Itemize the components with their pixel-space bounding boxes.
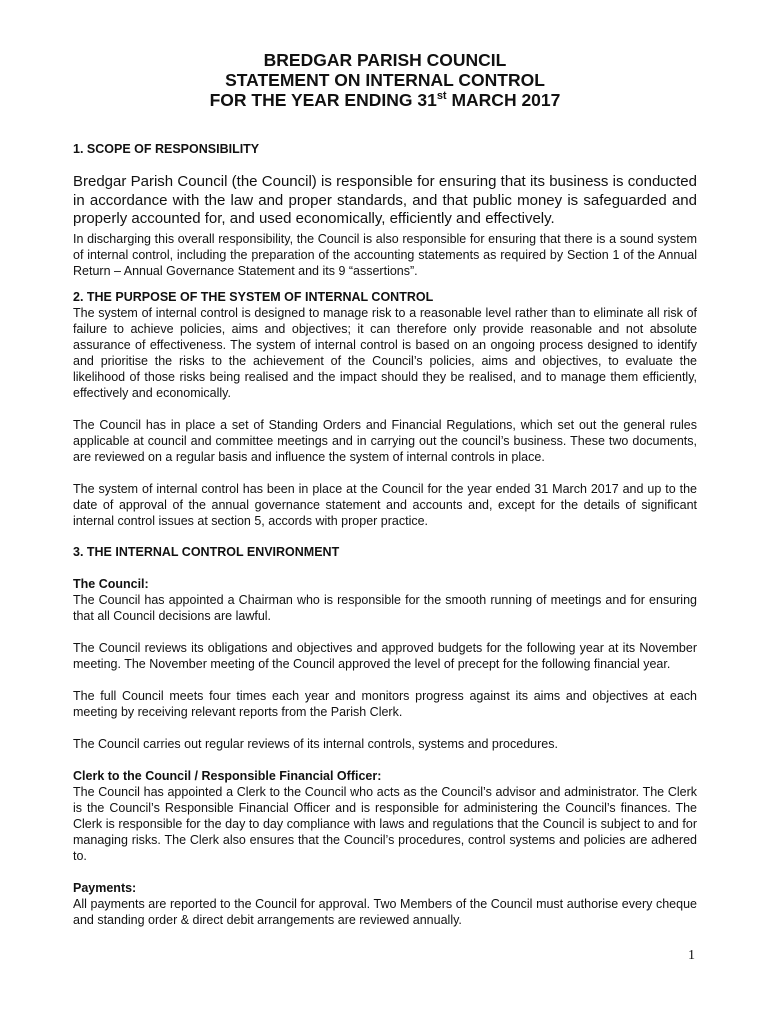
payments-paragraph-1: All payments are reported to the Council for approval. Two Members of the Council must authorise every cheque and standing order & direct debit arrangements are reviewed annually. [73, 896, 697, 927]
document-title [0, 50, 770, 110]
section-3-heading: 3. THE INTERNAL CONTROL ENVIRONMENT [73, 544, 340, 559]
council-paragraph-4: The Council carries out regular reviews of its internal controls, systems and procedures. [73, 736, 558, 751]
section-1-paragraph-2: In discharging this overall responsibility, the Council is also responsible for ensuring that there is a sound system of internal control, including the preparation of the accounting statements as required by Section 1 of the Annual Return – Annual Governance Statement and its 9 “assertions”. [73, 231, 697, 278]
title-year-ending-sup: st [436, 90, 447, 103]
page-number: 1 [688, 948, 695, 963]
title-year-ending [0, 90, 770, 110]
section-2-heading: 2. THE PURPOSE OF THE SYSTEM OF INTERNAL CONTROL [73, 289, 434, 304]
section-2-paragraph-1: The system of internal control is designed to manage risk to a reasonable level rather than to eliminate all risk of failure to achieve policies, aims and objectives; it can therefore only provide reasonable and not absolute assurance of effectiveness. The system of internal control is based on an ongoing process designed to identify and prioritise the risks to the achievement of the Council’s policies, aims and objectives, to evaluate the likelihood of those risks being realised and the impact should they be realised, and to manage them efficiently, effectively and economically. [73, 305, 697, 400]
council-paragraph-3: The full Council meets four times each year and monitors progress against its aims and objectives at each meeting by receiving relevant reports from the Parish Clerk. [73, 688, 697, 719]
council-paragraph-1: The Council has appointed a Chairman who is responsible for the smooth running of meetings and for ensuring that all Council decisions are lawful. [73, 592, 697, 623]
council-subheading: The Council: [73, 576, 149, 591]
clerk-paragraph-1: The Council has appointed a Clerk to the Council who acts as the Council’s advisor and administrator. The Clerk is the Council’s Responsible Financial Officer and is responsible for administering the Council’s finances. The Clerk is responsible for the day to day compliance with laws and regulations that the Council is subject to and for managing risks. The Clerk also ensures that the Council’s procedures, control systems and policies are adhered to. [73, 784, 697, 863]
payments-subheading: Payments: [73, 880, 137, 895]
title-year-ending-pre: FOR THE YEAR ENDING 31 [209, 90, 437, 110]
section-1-heading: 1. SCOPE OF RESPONSIBILITY [73, 142, 260, 156]
title-statement: STATEMENT ON INTERNAL CONTROL [225, 70, 545, 90]
document-body [73, 141, 697, 928]
clerk-subheading: Clerk to the Council / Responsible Financial Officer: [73, 768, 382, 783]
section-2-paragraph-2: The Council has in place a set of Standing Orders and Financial Regulations, which set out the general rules applicable at council and committee meetings and in carrying out the council’s business. These two documents, are reviewed on a regular basis and influence the system of internal controls in place. [73, 417, 697, 464]
title-council-name: BREDGAR PARISH COUNCIL [263, 50, 507, 70]
section-2-paragraph-3: The system of internal control has been in place at the Council for the year ended 31 March 2017 and up to the date of approval of the annual governance statement and accounts and, except for the details of significant internal control issues at section 5, accords with proper practice. [73, 481, 697, 528]
section-1-paragraph-1: Bredgar Parish Council (the Council) is responsible for ensuring that its business is conducted in accordance with the law and proper standards, and that public money is safeguarded and properly accounted for, and used economically, efficiently and effectively. [73, 173, 697, 227]
title-year-ending-post: MARCH 2017 [446, 90, 561, 110]
council-paragraph-2: The Council reviews its obligations and objectives and approved budgets for the following year at its November meeting. The November meeting of the Council approved the level of precept for the following financial year. [73, 640, 697, 671]
